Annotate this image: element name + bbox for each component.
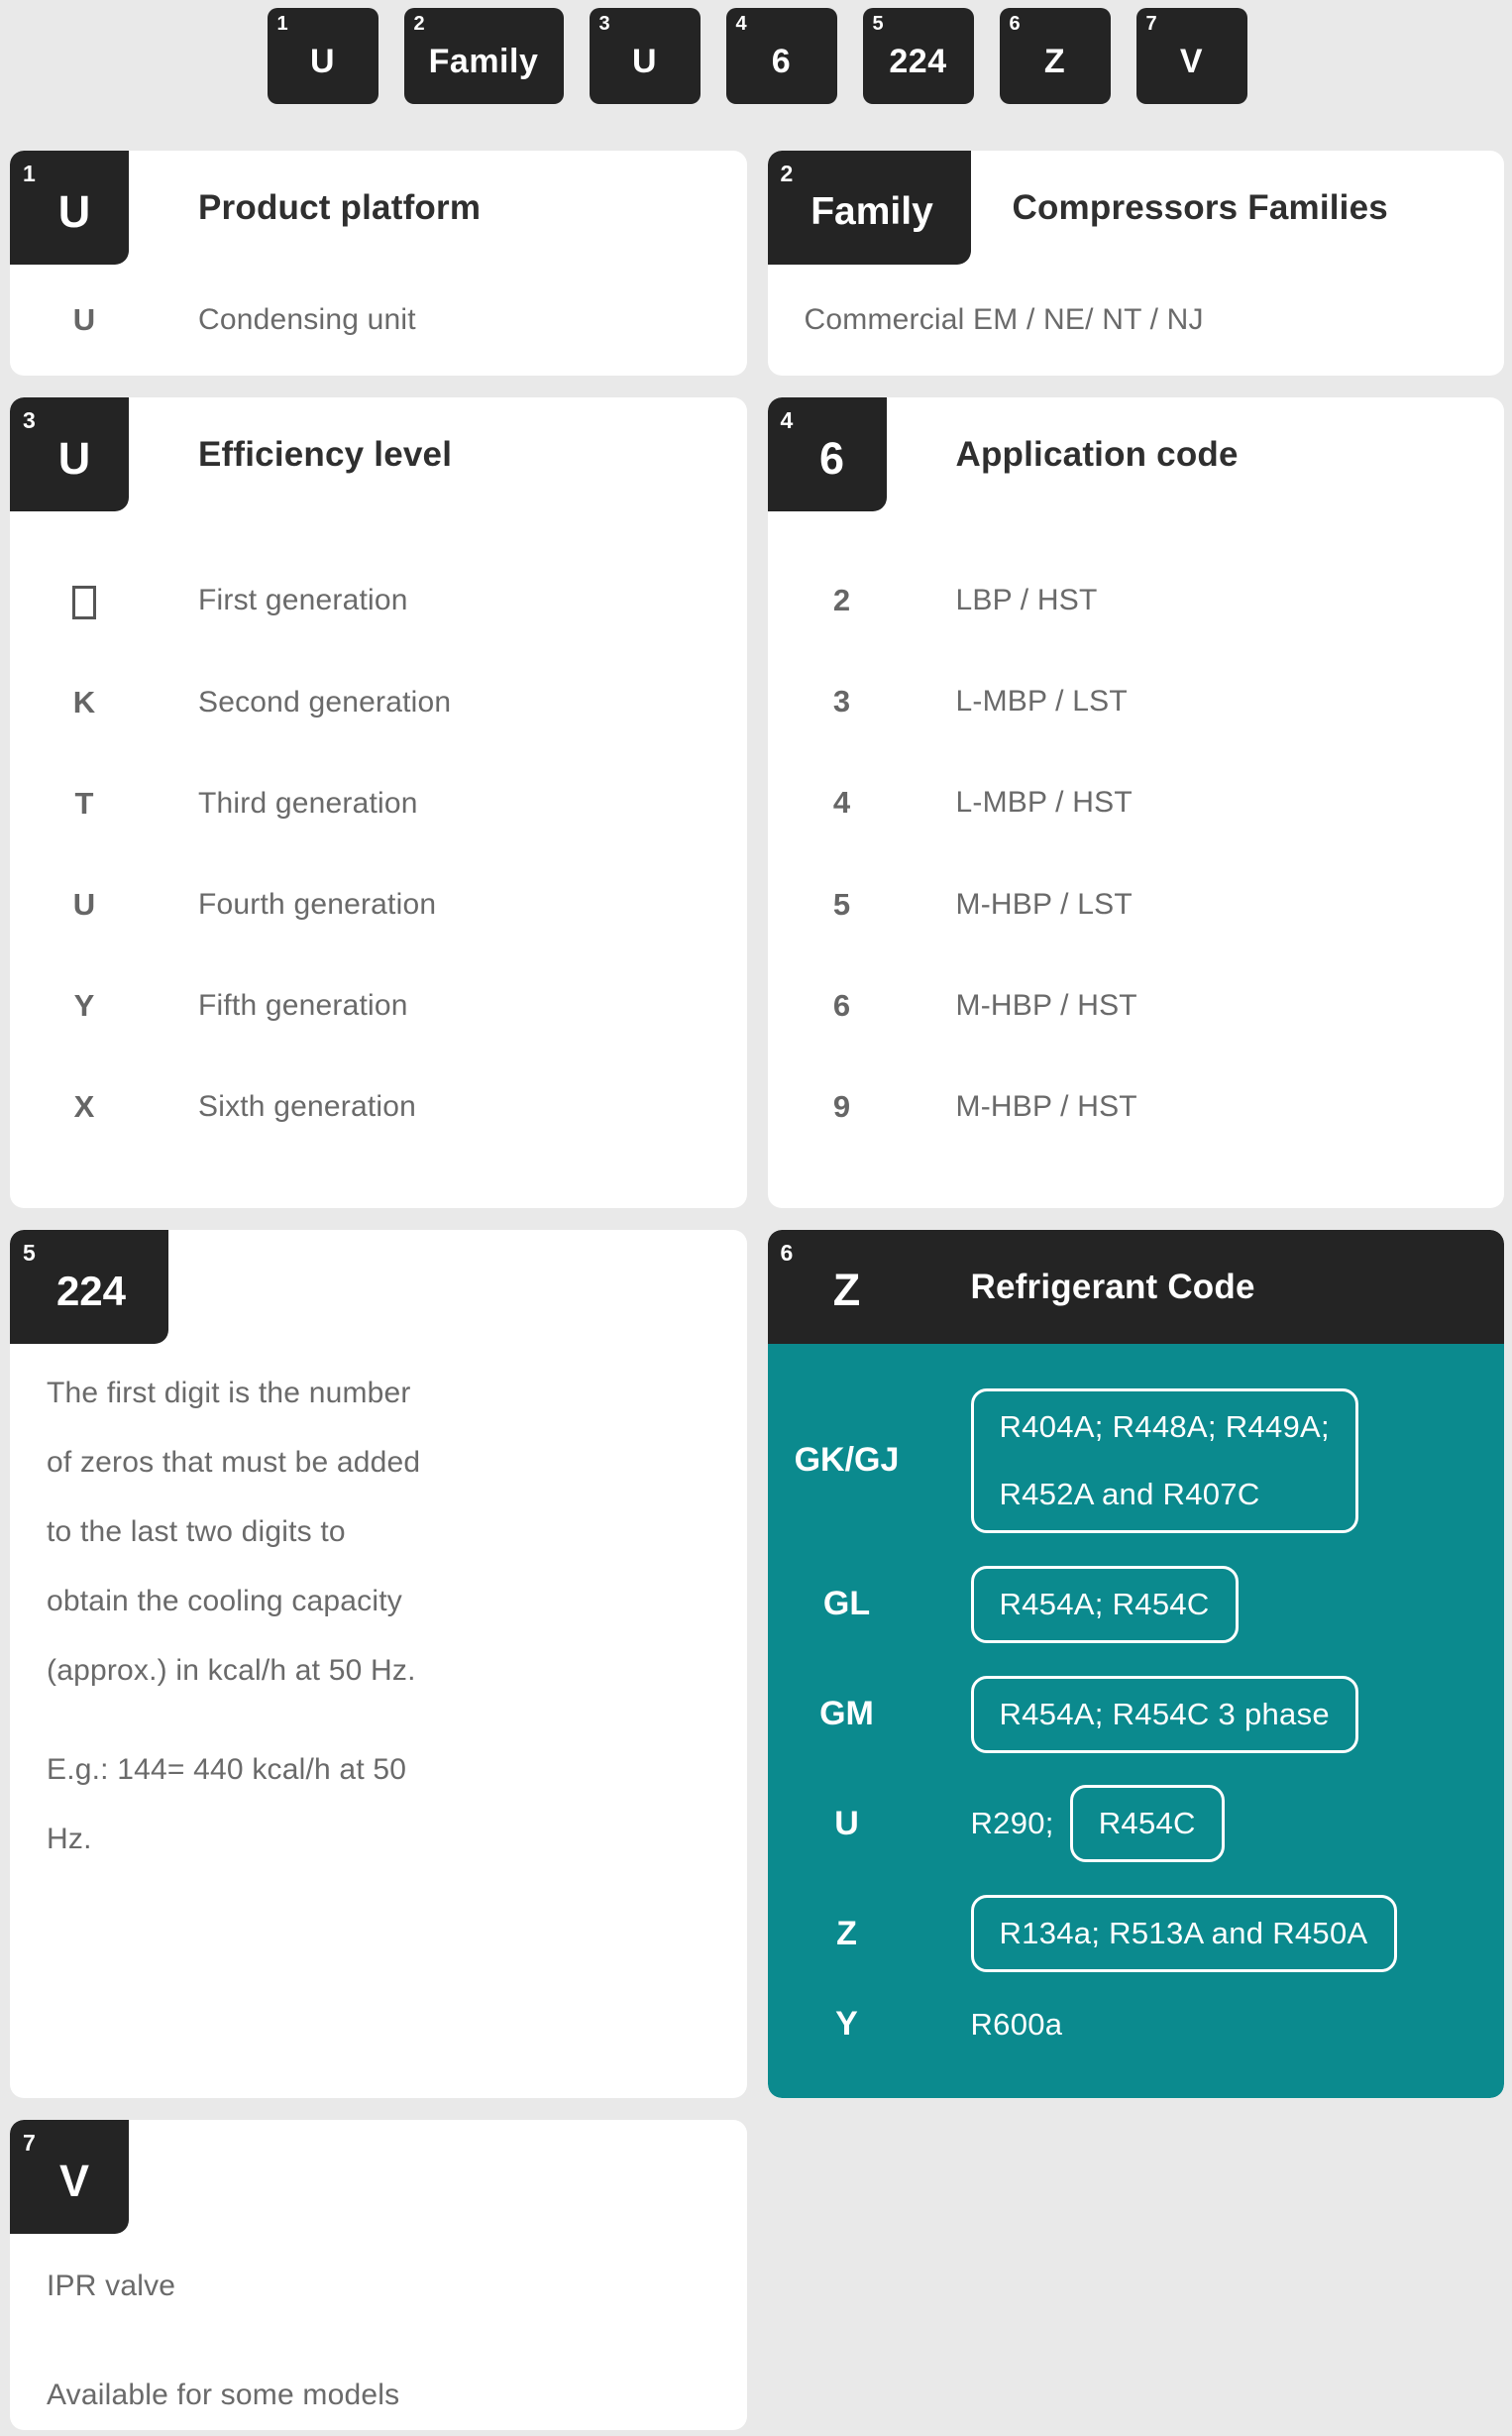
refrigerant-value (971, 1676, 1358, 1753)
key-value: U (309, 43, 336, 80)
family-note: Commercial EM / NE/ NT / NJ (804, 303, 1204, 336)
row-label: Fifth generation (198, 988, 408, 1022)
refrigerant-box (1070, 1785, 1225, 1862)
row-label: M-HBP / LST (955, 887, 1133, 921)
row-code: T (74, 785, 94, 821)
section-number: 2 (780, 161, 794, 186)
section-code: U (57, 432, 91, 484)
row-label: Condensing unit (198, 303, 416, 336)
key-value: Z (1043, 43, 1066, 80)
code-row (768, 583, 1505, 618)
section-body (10, 2234, 747, 2430)
section-body (10, 1344, 747, 1874)
row-code: 6 (832, 987, 851, 1023)
refrigerant-text: R454A; R454C 3 phase (999, 1696, 1330, 1731)
key-value: Family (428, 43, 539, 80)
key-value: 224 (889, 43, 947, 80)
section-number: 7 (23, 2130, 36, 2156)
section-header (10, 2120, 747, 2234)
section-number: 5 (23, 1240, 36, 1266)
text-line: IPR valve (47, 2270, 176, 2302)
section-code-tab (768, 151, 971, 265)
key-position-label: 6 (1009, 13, 1021, 35)
section-header (10, 397, 747, 511)
key-value: V (1179, 43, 1204, 80)
row-label: Second generation (198, 685, 452, 719)
model-key-6 (1000, 8, 1111, 104)
section-title: Application code (955, 434, 1239, 474)
row-label: Sixth generation (198, 1089, 417, 1123)
refrigerant-text: R600a (970, 2006, 1063, 2042)
text-line: Available for some models (47, 2379, 400, 2411)
refrigerant-row (768, 1566, 1477, 1643)
section-refrigerant-code (768, 1230, 1505, 2098)
refrigerant-code: U (834, 1804, 859, 1842)
code-row (768, 887, 1505, 923)
section-code-tab (768, 397, 887, 511)
refrigerant-value (971, 1895, 1397, 1972)
code-row (768, 684, 1505, 720)
capacity-example (47, 1735, 693, 1874)
section-code-tab (10, 397, 129, 511)
refrigerant-text: R452A and R407C (999, 1476, 1260, 1511)
blank-code-box (72, 586, 96, 619)
refrigerant-table (768, 1344, 1505, 2098)
capacity-description (47, 1359, 693, 1706)
refrigerant-value (971, 1566, 1239, 1643)
key-position-label: 5 (872, 13, 884, 35)
code-row (768, 1089, 1505, 1125)
key-position-label: 3 (598, 13, 610, 35)
model-key-1 (268, 8, 378, 104)
model-key-2 (404, 8, 564, 104)
row-code: 4 (832, 785, 851, 821)
section-header (10, 151, 747, 265)
section-code-tab (10, 1230, 168, 1344)
refrigerant-text: R404A; R448A; R449A; (999, 1408, 1330, 1444)
text-line: (approx.) in kcal/h at 50 Hz. (47, 1654, 416, 1687)
section-header (768, 1230, 1505, 1344)
section-code: U (57, 185, 91, 237)
section-title: Product platform (198, 187, 482, 227)
key-position-label: 4 (735, 13, 747, 35)
row-code-blank (10, 583, 159, 619)
section-header (10, 1230, 747, 1344)
row-code: 3 (832, 684, 851, 720)
refrigerant-row (768, 1676, 1477, 1753)
row-label: Third generation (198, 786, 418, 820)
section-capacity-digits (10, 1230, 747, 2098)
row-code: U (72, 302, 96, 337)
section-title: Refrigerant Code (970, 1267, 1255, 1306)
section-ipr-valve (10, 2120, 747, 2430)
section-code: V (58, 2155, 89, 2206)
text-line: Hz. (47, 1823, 92, 1855)
row-code: K (72, 684, 96, 720)
section-application-code (768, 397, 1505, 1208)
code-row (10, 685, 747, 720)
text-line: The first digit is the number (47, 1377, 411, 1409)
row-label: L-MBP / LST (955, 685, 1128, 719)
text-line: to the last two digits to (47, 1515, 346, 1548)
section-body (768, 511, 1505, 1208)
row-code: 9 (832, 1088, 851, 1124)
model-key-5 (863, 8, 974, 104)
refrigerant-box (971, 1676, 1358, 1753)
row-code: Y (73, 987, 95, 1023)
row-label: Fourth generation (198, 887, 437, 921)
section-number: 3 (23, 407, 36, 433)
refrigerant-code: GL (822, 1585, 871, 1623)
row-label: L-MBP / HST (955, 786, 1133, 820)
key-position-label: 1 (276, 13, 288, 35)
key-position-label: 2 (413, 13, 425, 35)
section-code: 6 (818, 432, 845, 484)
refrigerant-value (971, 1785, 1225, 1862)
refrigerant-value (971, 1388, 1358, 1533)
refrigerant-box (971, 1895, 1397, 1972)
section-code: 224 (55, 1267, 127, 1314)
refrigerant-code: GM (819, 1695, 874, 1733)
refrigerant-row (768, 1785, 1477, 1862)
refrigerant-row (768, 1388, 1477, 1533)
section-code: Z (832, 1264, 861, 1315)
model-key-7 (1136, 8, 1247, 104)
refrigerant-prefix: R290; (970, 1806, 1054, 1841)
refrigerant-code: Z (836, 1914, 857, 1952)
text-line: E.g.: 144= 440 kcal/h at 50 (47, 1753, 407, 1786)
refrigerant-text: R454C (1098, 1806, 1196, 1841)
row-label: M-HBP / HST (955, 988, 1137, 1022)
sections-grid (10, 151, 1504, 2430)
section-title: Efficiency level (198, 434, 453, 474)
section-product-platform (10, 151, 747, 376)
row-code: 5 (832, 886, 851, 922)
refrigerant-row (768, 2005, 1477, 2044)
code-row (10, 583, 747, 619)
section-number: 4 (780, 407, 794, 433)
refrigerant-text: R134a; R513A and R450A (999, 1916, 1368, 1951)
row-label: M-HBP / HST (955, 1089, 1137, 1123)
text-line: of zeros that must be added (47, 1446, 421, 1479)
section-body (768, 265, 1505, 376)
code-row (10, 786, 747, 822)
refrigerant-box (971, 1566, 1239, 1643)
key-position-label: 7 (1145, 13, 1157, 35)
code-row (10, 1089, 747, 1125)
section-body (10, 265, 747, 376)
section-compressor-families (768, 151, 1505, 376)
refrigerant-code: Y (835, 2005, 858, 2044)
section-number: 6 (780, 1240, 794, 1266)
row-code: U (72, 886, 96, 922)
refrigerant-text: R454A; R454C (999, 1586, 1210, 1621)
section-header (768, 151, 1505, 265)
section-code-tab (10, 2120, 129, 2234)
refrigerant-code: GK/GJ (794, 1441, 900, 1480)
key-value: U (631, 43, 658, 80)
refrigerant-row (768, 1895, 1477, 1972)
text-line: obtain the cooling capacity (47, 1585, 402, 1617)
code-row (768, 988, 1505, 1024)
row-label: LBP / HST (955, 584, 1098, 617)
section-efficiency-level (10, 397, 747, 1208)
ipr-valve-text (47, 2252, 693, 2321)
section-title: Compressors Families (1012, 187, 1388, 227)
code-row (768, 785, 1505, 821)
code-row (10, 302, 747, 338)
section-code-tab (10, 151, 129, 265)
refrigerant-value (971, 2007, 1063, 2043)
ipr-valve-availability (47, 2361, 693, 2430)
refrigerant-box (971, 1388, 1358, 1533)
model-key-4 (726, 8, 837, 104)
row-code: 2 (832, 583, 851, 618)
section-header (768, 397, 1505, 511)
section-number: 1 (23, 161, 36, 186)
code-row (10, 887, 747, 923)
section-body (10, 511, 747, 1208)
row-code: X (73, 1088, 95, 1124)
model-code-key-row (10, 8, 1504, 104)
key-value: 6 (771, 43, 792, 80)
model-key-3 (590, 8, 701, 104)
row-label: First generation (198, 584, 408, 617)
code-row (10, 988, 747, 1024)
section-code: Family (810, 189, 933, 233)
